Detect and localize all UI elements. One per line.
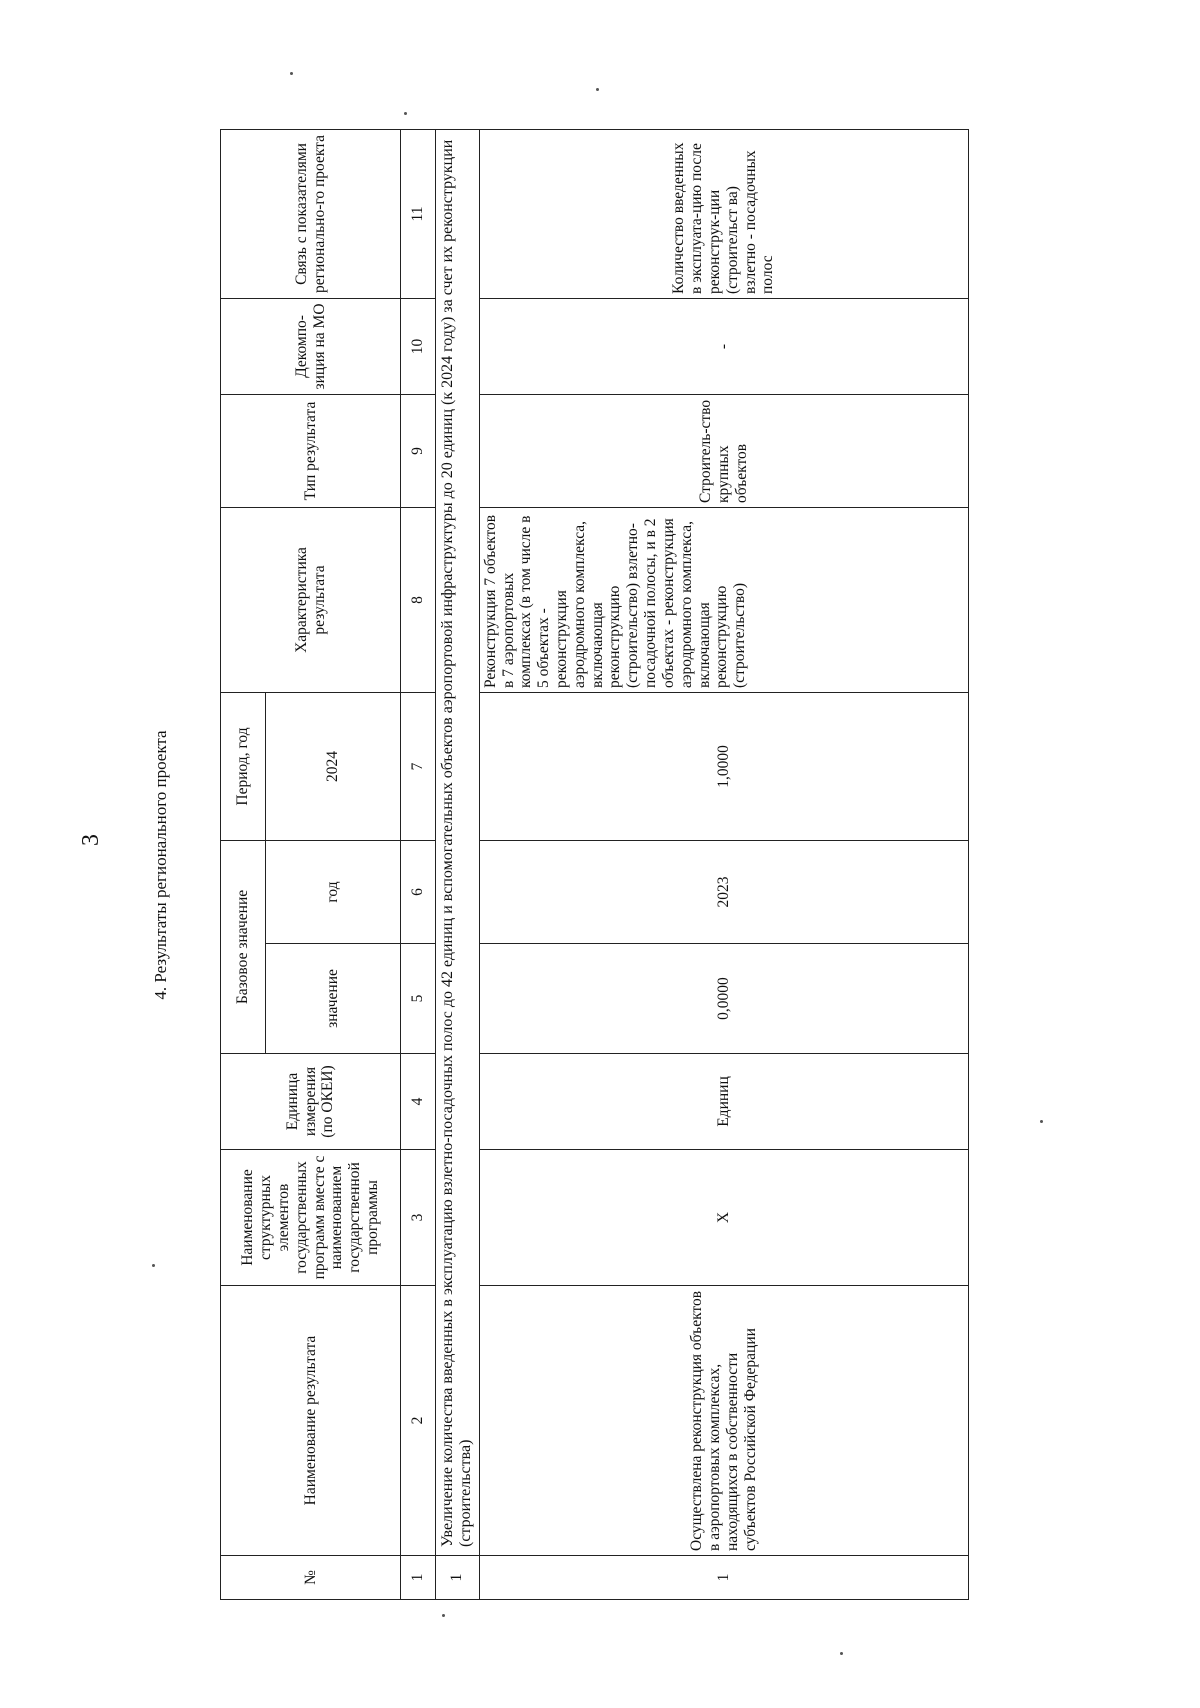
result-type: Строитель-ство крупных объектов <box>479 394 968 507</box>
header-structural: Наименование структурных элементов государственных программ вместе с наименованием государственной программы <box>221 1150 401 1286</box>
scan-speck <box>442 1614 445 1617</box>
column-numbers-row <box>401 129 436 1599</box>
scan-speck <box>840 1652 843 1655</box>
header-period-year: 2024 <box>266 692 401 840</box>
column-number: 5 <box>401 944 436 1054</box>
header-characteristic: Характеристика результата <box>221 507 401 692</box>
header-unit: Единица измерения (по ОКЕИ) <box>221 1054 401 1150</box>
header-base: Базовое значение <box>221 840 266 1053</box>
header-row <box>221 129 266 1599</box>
header-decomposition: Декомпо-зиция на МО <box>221 298 401 394</box>
scan-speck <box>1040 1120 1043 1123</box>
task-row <box>436 129 480 1599</box>
column-number: 10 <box>401 298 436 394</box>
header-period: Период, год <box>221 692 266 840</box>
base-value: 0,0000 <box>479 944 968 1054</box>
scan-speck <box>404 112 407 115</box>
scan-speck <box>596 88 599 91</box>
header-link: Связь с показателями регионально-го проекта <box>221 129 401 298</box>
column-number: 8 <box>401 507 436 692</box>
column-number: 7 <box>401 692 436 840</box>
indicator-link: Количество введенных в эксплуата-цию после реконструк-ции (строительст ва) взлетно - посадочных полос <box>479 129 968 298</box>
results-table <box>220 129 969 1600</box>
task-text: Увеличение количества введенных в эксплуатацию взлетно-посадочных полос до 42 единиц и вспомогательных объектов аэропортовой инфраструктуры до 20 единиц (к 2024 году) за счет их реконструкции (строительства) <box>436 129 480 1555</box>
decomposition-value: - <box>479 298 968 394</box>
column-number: 3 <box>401 1150 436 1286</box>
column-number: 4 <box>401 1054 436 1150</box>
column-number: 6 <box>401 840 436 943</box>
result-characteristic: Реконструкция 7 объектов в 7 аэропортовых комплексах (в том числе в 5 объектах - реконструкция аэродромного комплекса, включающая реконструкцию (строительство) взлетно-посадочной полосы, и в 2 объектах - реконструкция аэродромного комплекса, включающая реконструкцию (строительство) <box>479 507 968 692</box>
structural-element: X <box>479 1150 968 1286</box>
scan-speck <box>290 72 293 75</box>
row-number: 1 <box>479 1556 968 1600</box>
scan-speck <box>152 1264 155 1267</box>
value-2024: 1,0000 <box>479 692 968 840</box>
column-number: 1 <box>401 1556 436 1600</box>
column-number: 2 <box>401 1286 436 1556</box>
header-type: Тип результата <box>221 394 401 507</box>
base-year: 2023 <box>479 840 968 943</box>
header-base-value: значение <box>266 944 401 1054</box>
task-number: 1 <box>436 1556 480 1600</box>
table-row <box>479 129 968 1599</box>
unit-value: Единиц <box>479 1054 968 1150</box>
header-name: Наименование результата <box>221 1286 401 1556</box>
section-title: 4. Результаты регионального проекта <box>151 730 170 1000</box>
rotated-table-container <box>151 130 1000 1600</box>
header-no: № <box>221 1556 401 1600</box>
result-name: Осуществлена реконструкция объектов в аэропортовых комплексах, находящихся в собственности субъектов Российской Федерации <box>479 1286 968 1556</box>
header-base-year: год <box>266 840 401 943</box>
column-number: 11 <box>401 129 436 298</box>
column-number: 9 <box>401 394 436 507</box>
page-number: 3 <box>78 834 104 846</box>
